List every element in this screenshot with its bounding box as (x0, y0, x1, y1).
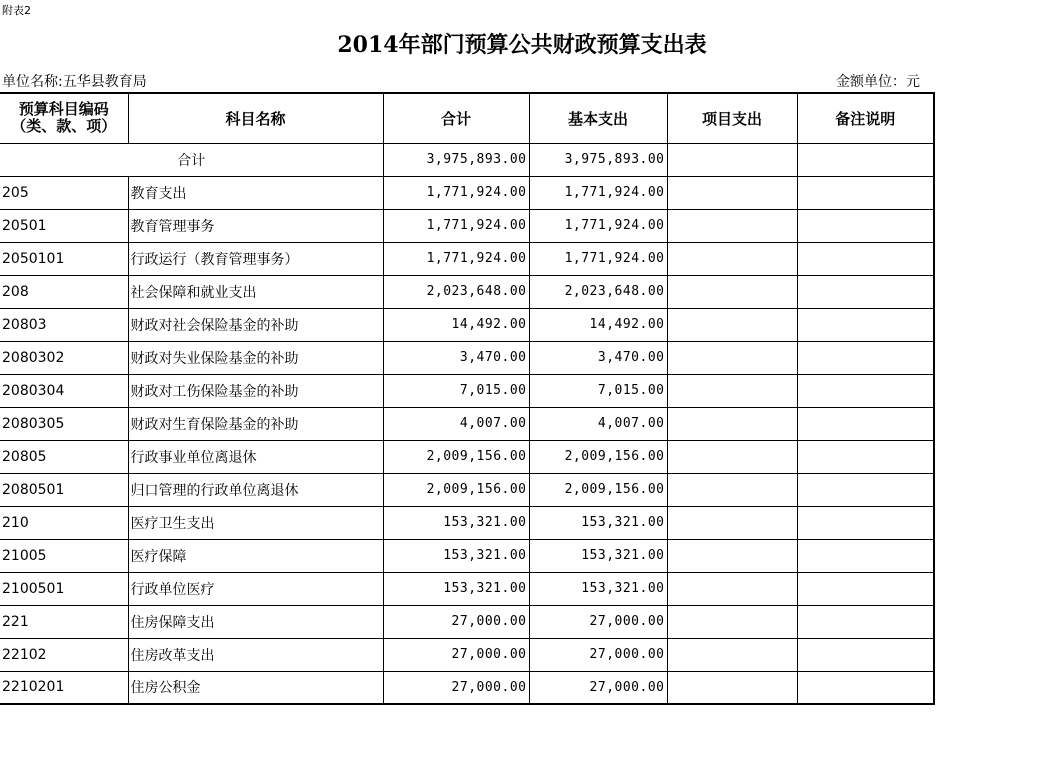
row-total: 2,009,156.00 (383, 473, 529, 506)
row-code: 2100501 (0, 572, 128, 605)
row-project (667, 275, 797, 308)
row-basic: 153,321.00 (529, 506, 667, 539)
row-name: 社会保障和就业支出 (128, 275, 383, 308)
row-basic: 2,023,648.00 (529, 275, 667, 308)
table-row (0, 209, 934, 242)
row-total: 4,007.00 (383, 407, 529, 440)
row-name: 行政事业单位离退休 (128, 440, 383, 473)
table-header-row (0, 93, 934, 143)
row-remarks (797, 242, 934, 275)
row-total: 27,000.00 (383, 671, 529, 704)
row-total: 2,023,648.00 (383, 275, 529, 308)
row-name: 行政运行（教育管理事务） (128, 242, 383, 275)
row-basic: 14,492.00 (529, 308, 667, 341)
unit-name: 单位名称:五华县教育局 (2, 74, 147, 90)
row-project (667, 440, 797, 473)
row-name: 教育管理事务 (128, 209, 383, 242)
col-header-name: 科目名称 (128, 93, 383, 143)
table-row (0, 473, 934, 506)
table-row (0, 440, 934, 473)
row-code: 20805 (0, 440, 128, 473)
row-total: 153,321.00 (383, 539, 529, 572)
row-project (667, 209, 797, 242)
total-row-label: 合计 (0, 143, 383, 176)
row-project (667, 242, 797, 275)
row-basic: 27,000.00 (529, 671, 667, 704)
row-name: 住房改革支出 (128, 638, 383, 671)
table-row (0, 341, 934, 374)
row-project (667, 176, 797, 209)
row-code: 20501 (0, 209, 128, 242)
row-remarks (797, 539, 934, 572)
row-code: 22102 (0, 638, 128, 671)
row-total: 3,470.00 (383, 341, 529, 374)
row-name: 医疗保障 (128, 539, 383, 572)
row-code: 21005 (0, 539, 128, 572)
attachment-label: 附表2 (2, 4, 31, 17)
row-basic: 2,009,156.00 (529, 473, 667, 506)
row-total: 7,015.00 (383, 374, 529, 407)
row-project (667, 308, 797, 341)
row-name: 住房保障支出 (128, 605, 383, 638)
row-project (667, 671, 797, 704)
row-basic: 153,321.00 (529, 539, 667, 572)
row-basic: 1,771,924.00 (529, 176, 667, 209)
table-row (0, 605, 934, 638)
amount-unit: 金额单位：元 (836, 74, 920, 90)
row-name: 医疗卫生支出 (128, 506, 383, 539)
row-total: 1,771,924.00 (383, 242, 529, 275)
row-basic: 1,771,924.00 (529, 209, 667, 242)
row-total: 2,009,156.00 (383, 440, 529, 473)
row-project (667, 638, 797, 671)
row-remarks (797, 308, 934, 341)
row-name: 财政对社会保险基金的补助 (128, 308, 383, 341)
row-project (667, 605, 797, 638)
row-code: 210 (0, 506, 128, 539)
row-basic: 2,009,156.00 (529, 440, 667, 473)
row-basic: 4,007.00 (529, 407, 667, 440)
row-project (667, 539, 797, 572)
col-header-code (0, 93, 128, 143)
row-code: 2210201 (0, 671, 128, 704)
row-name: 财政对工伤保险基金的补助 (128, 374, 383, 407)
row-code: 2080501 (0, 473, 128, 506)
row-basic: 27,000.00 (529, 605, 667, 638)
row-remarks (797, 275, 934, 308)
row-basic: 153,321.00 (529, 572, 667, 605)
table-row (0, 539, 934, 572)
row-remarks (797, 440, 934, 473)
row-remarks (797, 209, 934, 242)
row-project (667, 506, 797, 539)
table-row (0, 242, 934, 275)
table-row (0, 308, 934, 341)
row-remarks (797, 506, 934, 539)
row-total: 27,000.00 (383, 638, 529, 671)
total-row-remarks (797, 143, 934, 176)
total-row-total: 3,975,893.00 (383, 143, 529, 176)
row-code: 221 (0, 605, 128, 638)
col-header-code-main: 预算科目编码 (18, 100, 109, 119)
row-total: 14,492.00 (383, 308, 529, 341)
col-header-basic: 基本支出 (529, 93, 667, 143)
total-row (0, 143, 934, 176)
row-remarks (797, 638, 934, 671)
budget-table (0, 92, 935, 705)
row-remarks (797, 605, 934, 638)
row-remarks (797, 473, 934, 506)
row-code: 2080304 (0, 374, 128, 407)
table-row (0, 638, 934, 671)
row-code: 208 (0, 275, 128, 308)
row-basic: 3,470.00 (529, 341, 667, 374)
row-remarks (797, 572, 934, 605)
row-remarks (797, 176, 934, 209)
row-total: 153,321.00 (383, 506, 529, 539)
row-basic: 1,771,924.00 (529, 242, 667, 275)
row-project (667, 374, 797, 407)
row-name: 财政对失业保险基金的补助 (128, 341, 383, 374)
col-header-total: 合计 (383, 93, 529, 143)
col-header-code-sub: （类、款、项） (11, 117, 117, 136)
row-basic: 27,000.00 (529, 638, 667, 671)
row-code: 20803 (0, 308, 128, 341)
row-project (667, 572, 797, 605)
table-row (0, 671, 934, 704)
col-header-project: 项目支出 (667, 93, 797, 143)
row-remarks (797, 341, 934, 374)
table-row (0, 407, 934, 440)
row-code: 205 (0, 176, 128, 209)
row-name: 财政对生育保险基金的补助 (128, 407, 383, 440)
row-basic: 7,015.00 (529, 374, 667, 407)
row-name: 行政单位医疗 (128, 572, 383, 605)
table-row (0, 275, 934, 308)
row-name: 教育支出 (128, 176, 383, 209)
row-remarks (797, 374, 934, 407)
row-code: 2080302 (0, 341, 128, 374)
row-total: 1,771,924.00 (383, 209, 529, 242)
col-header-remarks: 备注说明 (797, 93, 934, 143)
row-project (667, 473, 797, 506)
row-remarks (797, 671, 934, 704)
row-project (667, 341, 797, 374)
row-code: 2080305 (0, 407, 128, 440)
total-row-basic: 3,975,893.00 (529, 143, 667, 176)
row-project (667, 407, 797, 440)
table-row (0, 572, 934, 605)
page-title: 2014年部门预算公共财政预算支出表 (337, 32, 707, 58)
row-total: 153,321.00 (383, 572, 529, 605)
row-name: 住房公积金 (128, 671, 383, 704)
row-remarks (797, 407, 934, 440)
total-row-project (667, 143, 797, 176)
row-total: 1,771,924.00 (383, 176, 529, 209)
row-name: 归口管理的行政单位离退休 (128, 473, 383, 506)
table-row (0, 506, 934, 539)
table-row (0, 176, 934, 209)
table-row (0, 374, 934, 407)
row-code: 2050101 (0, 242, 128, 275)
row-total: 27,000.00 (383, 605, 529, 638)
